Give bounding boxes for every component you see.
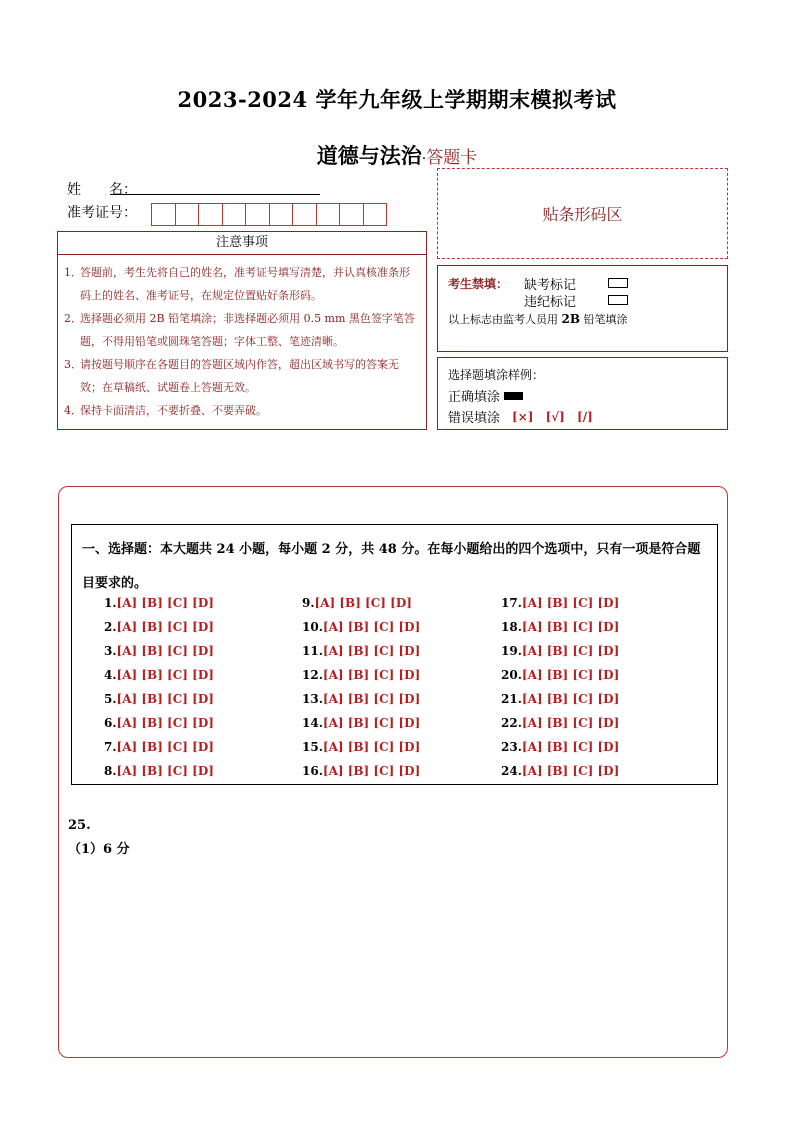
mc-question[interactable] <box>501 644 619 658</box>
exam-id-digit-box[interactable] <box>245 203 270 226</box>
notice-item-number: 4． <box>64 404 82 417</box>
notice-item <box>64 307 420 353</box>
forbid-note-pencil: 2B <box>561 312 580 326</box>
exam-id-digit-box[interactable] <box>269 203 294 226</box>
mc-question[interactable] <box>302 596 412 610</box>
answer-options[interactable]: [A] [B] [C] [D] <box>116 644 214 658</box>
violation-mark-label: 违纪标记 <box>524 295 577 310</box>
exam-id-digit-box[interactable] <box>339 203 364 226</box>
mc-question[interactable] <box>104 620 214 634</box>
answer-options[interactable]: [A] [B] [C] [D] <box>521 716 620 730</box>
question-number: 23. <box>501 740 522 754</box>
question-number: 12. <box>302 668 323 682</box>
mc-question[interactable] <box>501 596 619 610</box>
question-number: 22. <box>501 716 522 730</box>
exam-id-digit-box[interactable] <box>292 203 317 226</box>
card-subtitle <box>0 140 794 170</box>
mc-question[interactable] <box>104 692 214 706</box>
question-number: 7. <box>104 740 117 754</box>
mc-question[interactable] <box>302 668 420 682</box>
answer-options[interactable]: [A] [B] [C] [D] <box>116 596 214 610</box>
answer-options[interactable]: [A] [B] [C] [D] <box>116 668 214 682</box>
notice-item <box>64 353 420 399</box>
question-number: 15. <box>302 740 323 754</box>
answer-options[interactable]: [A] [B] [C] [D] <box>521 740 620 754</box>
notice-item-number: 2． <box>64 312 82 325</box>
name-label: 姓 名： <box>67 182 137 198</box>
fill-sample-title: 选择题填涂样例： <box>448 368 545 382</box>
mc-question[interactable] <box>501 740 619 754</box>
forbid-box <box>437 265 728 352</box>
absent-mark-box[interactable] <box>608 278 628 288</box>
notice-item <box>64 261 420 307</box>
exam-id-digit-box[interactable] <box>222 203 247 226</box>
answer-options[interactable]: [A] [B] [C] [D] <box>322 764 421 778</box>
question-number: 11. <box>302 644 323 658</box>
exam-id-digit-box[interactable] <box>316 203 341 226</box>
mc-question[interactable] <box>501 668 619 682</box>
notice-heading: 注意事项 <box>57 231 427 255</box>
mc-question[interactable] <box>104 596 214 610</box>
answer-options[interactable]: [A] [B] [C] [D] <box>314 596 412 610</box>
mc-question[interactable] <box>104 716 214 730</box>
barcode-label: 贴条形码区 <box>542 205 623 224</box>
exam-id-digit-box[interactable] <box>363 203 388 226</box>
violation-mark-box[interactable] <box>608 295 628 305</box>
mc-instruction: 一、选择题：本大题共 24 小题，每小题 2 分，共 48 分。在每小题给出的四个选项中，只有一项是符合题目要求的。 <box>82 542 701 591</box>
question-number: 2. <box>104 620 117 634</box>
question-25-part-1: （1）6 分 <box>68 842 130 857</box>
wrong-fill-row <box>448 407 593 426</box>
answer-options[interactable]: [A] [B] [C] [D] <box>521 692 620 706</box>
answer-options[interactable]: [A] [B] [C] [D] <box>521 764 620 778</box>
answer-options[interactable]: [A] [B] [C] [D] <box>322 740 421 754</box>
exam-title: 2023-2024 学年九年级上学期期末模拟考试 <box>177 87 617 112</box>
mc-question[interactable] <box>501 764 619 778</box>
question-number: 21. <box>501 692 522 706</box>
mc-question[interactable] <box>302 716 420 730</box>
mc-question[interactable] <box>501 716 619 730</box>
exam-id-digit-box[interactable] <box>198 203 223 226</box>
subject-name: 道德与法治 <box>316 143 422 168</box>
mc-question[interactable] <box>104 644 214 658</box>
question-number: 10. <box>302 620 323 634</box>
question-number: 5. <box>104 692 117 706</box>
answer-options[interactable]: [A] [B] [C] [D] <box>116 764 214 778</box>
forbid-note <box>448 311 628 327</box>
question-number: 1. <box>104 596 117 610</box>
fill-sample-box <box>437 357 728 430</box>
answer-card-label: 答题卡 <box>426 148 478 168</box>
question-number: 13. <box>302 692 323 706</box>
question-number: 19. <box>501 644 522 658</box>
exam-id-boxes[interactable] <box>151 203 386 226</box>
wrong-fill-marks: [×] [√] [/] <box>512 409 593 424</box>
forbid-note-suffix: 铅笔填涂 <box>580 313 628 326</box>
correct-fill-label: 正确填涂 <box>448 390 501 405</box>
subtitle-separator: · <box>421 151 427 167</box>
notice-item-text: 保持卡面清洁，不要折叠、不要弄破。 <box>80 404 267 417</box>
notice-item-number: 3． <box>64 358 82 371</box>
answer-options[interactable]: [A] [B] [C] [D] <box>116 692 214 706</box>
answer-options[interactable]: [A] [B] [C] [D] <box>521 644 620 658</box>
correct-fill-row <box>448 386 523 405</box>
mc-question[interactable] <box>501 692 619 706</box>
answer-options[interactable]: [A] [B] [C] [D] <box>116 740 214 754</box>
mc-question[interactable] <box>302 644 420 658</box>
mc-question[interactable] <box>104 740 214 754</box>
answer-options[interactable]: [A] [B] [C] [D] <box>521 668 620 682</box>
exam-id-digit-box[interactable] <box>175 203 200 226</box>
forbid-heading: 考生禁填： <box>448 277 509 291</box>
answer-options[interactable]: [A] [B] [C] [D] <box>521 596 620 610</box>
question-number: 20. <box>501 668 522 682</box>
mc-question[interactable] <box>302 740 420 754</box>
notice-item-text: 请按题号顺序在各题目的答题区域内作答，超出区域书写的答案无效；在草稿纸、试题卷上答题无效。 <box>80 358 399 394</box>
answer-options[interactable]: [A] [B] [C] [D] <box>322 668 421 682</box>
mc-question[interactable] <box>302 620 420 634</box>
mc-question[interactable] <box>501 620 619 634</box>
exam-id-digit-box[interactable] <box>151 203 176 226</box>
question-number: 3. <box>104 644 117 658</box>
mc-question[interactable] <box>302 692 420 706</box>
answer-options[interactable]: [A] [B] [C] [D] <box>322 692 421 706</box>
answer-options[interactable]: [A] [B] [C] [D] <box>322 620 421 634</box>
question-number: 6. <box>104 716 117 730</box>
mc-question[interactable] <box>104 668 214 682</box>
question-number: 24. <box>501 764 522 778</box>
multiple-choice-section <box>71 524 718 785</box>
barcode-area <box>437 168 728 259</box>
question-number: 16. <box>302 764 323 778</box>
forbid-note-prefix: 以上标志由监考人员用 <box>448 313 562 326</box>
wrong-fill-label: 错误填涂 <box>448 411 501 426</box>
answer-options[interactable]: [A] [B] [C] [D] <box>322 644 421 658</box>
question-number: 14. <box>302 716 323 730</box>
notice-item-text: 答题前，考生先将自己的姓名，准考证号填写清楚，并认真核准条形码上的姓名、准考证号，在规定位置贴好条形码。 <box>80 266 410 302</box>
answer-options[interactable]: [A] [B] [C] [D] <box>116 620 214 634</box>
filled-mark-icon <box>504 392 523 400</box>
notice-item-number: 1． <box>64 266 82 279</box>
notice-item <box>64 399 420 422</box>
exam-id-label: 准考证号： <box>67 205 137 221</box>
answer-options[interactable]: [A] [B] [C] [D] <box>116 716 214 730</box>
question-25-label: 25. <box>68 818 91 833</box>
question-number: 8. <box>104 764 117 778</box>
question-number: 17. <box>501 596 522 610</box>
answer-options[interactable]: [A] [B] [C] [D] <box>322 716 421 730</box>
question-number: 4. <box>104 668 117 682</box>
notice-item-text: 选择题必须用 2B 铅笔填涂；非选择题必须用 0.5 mm 黑色签字笔答题，不得用铅笔或圆珠笔答题；字体工整、笔迹清晰。 <box>80 312 415 348</box>
mc-question[interactable] <box>104 764 214 778</box>
mc-question[interactable] <box>302 764 420 778</box>
question-number: 9. <box>302 596 315 610</box>
question-number: 18. <box>501 620 522 634</box>
absent-mark-label: 缺考标记 <box>524 278 577 293</box>
answer-options[interactable]: [A] [B] [C] [D] <box>521 620 620 634</box>
name-field[interactable] <box>110 194 320 195</box>
notice-list <box>57 254 427 430</box>
